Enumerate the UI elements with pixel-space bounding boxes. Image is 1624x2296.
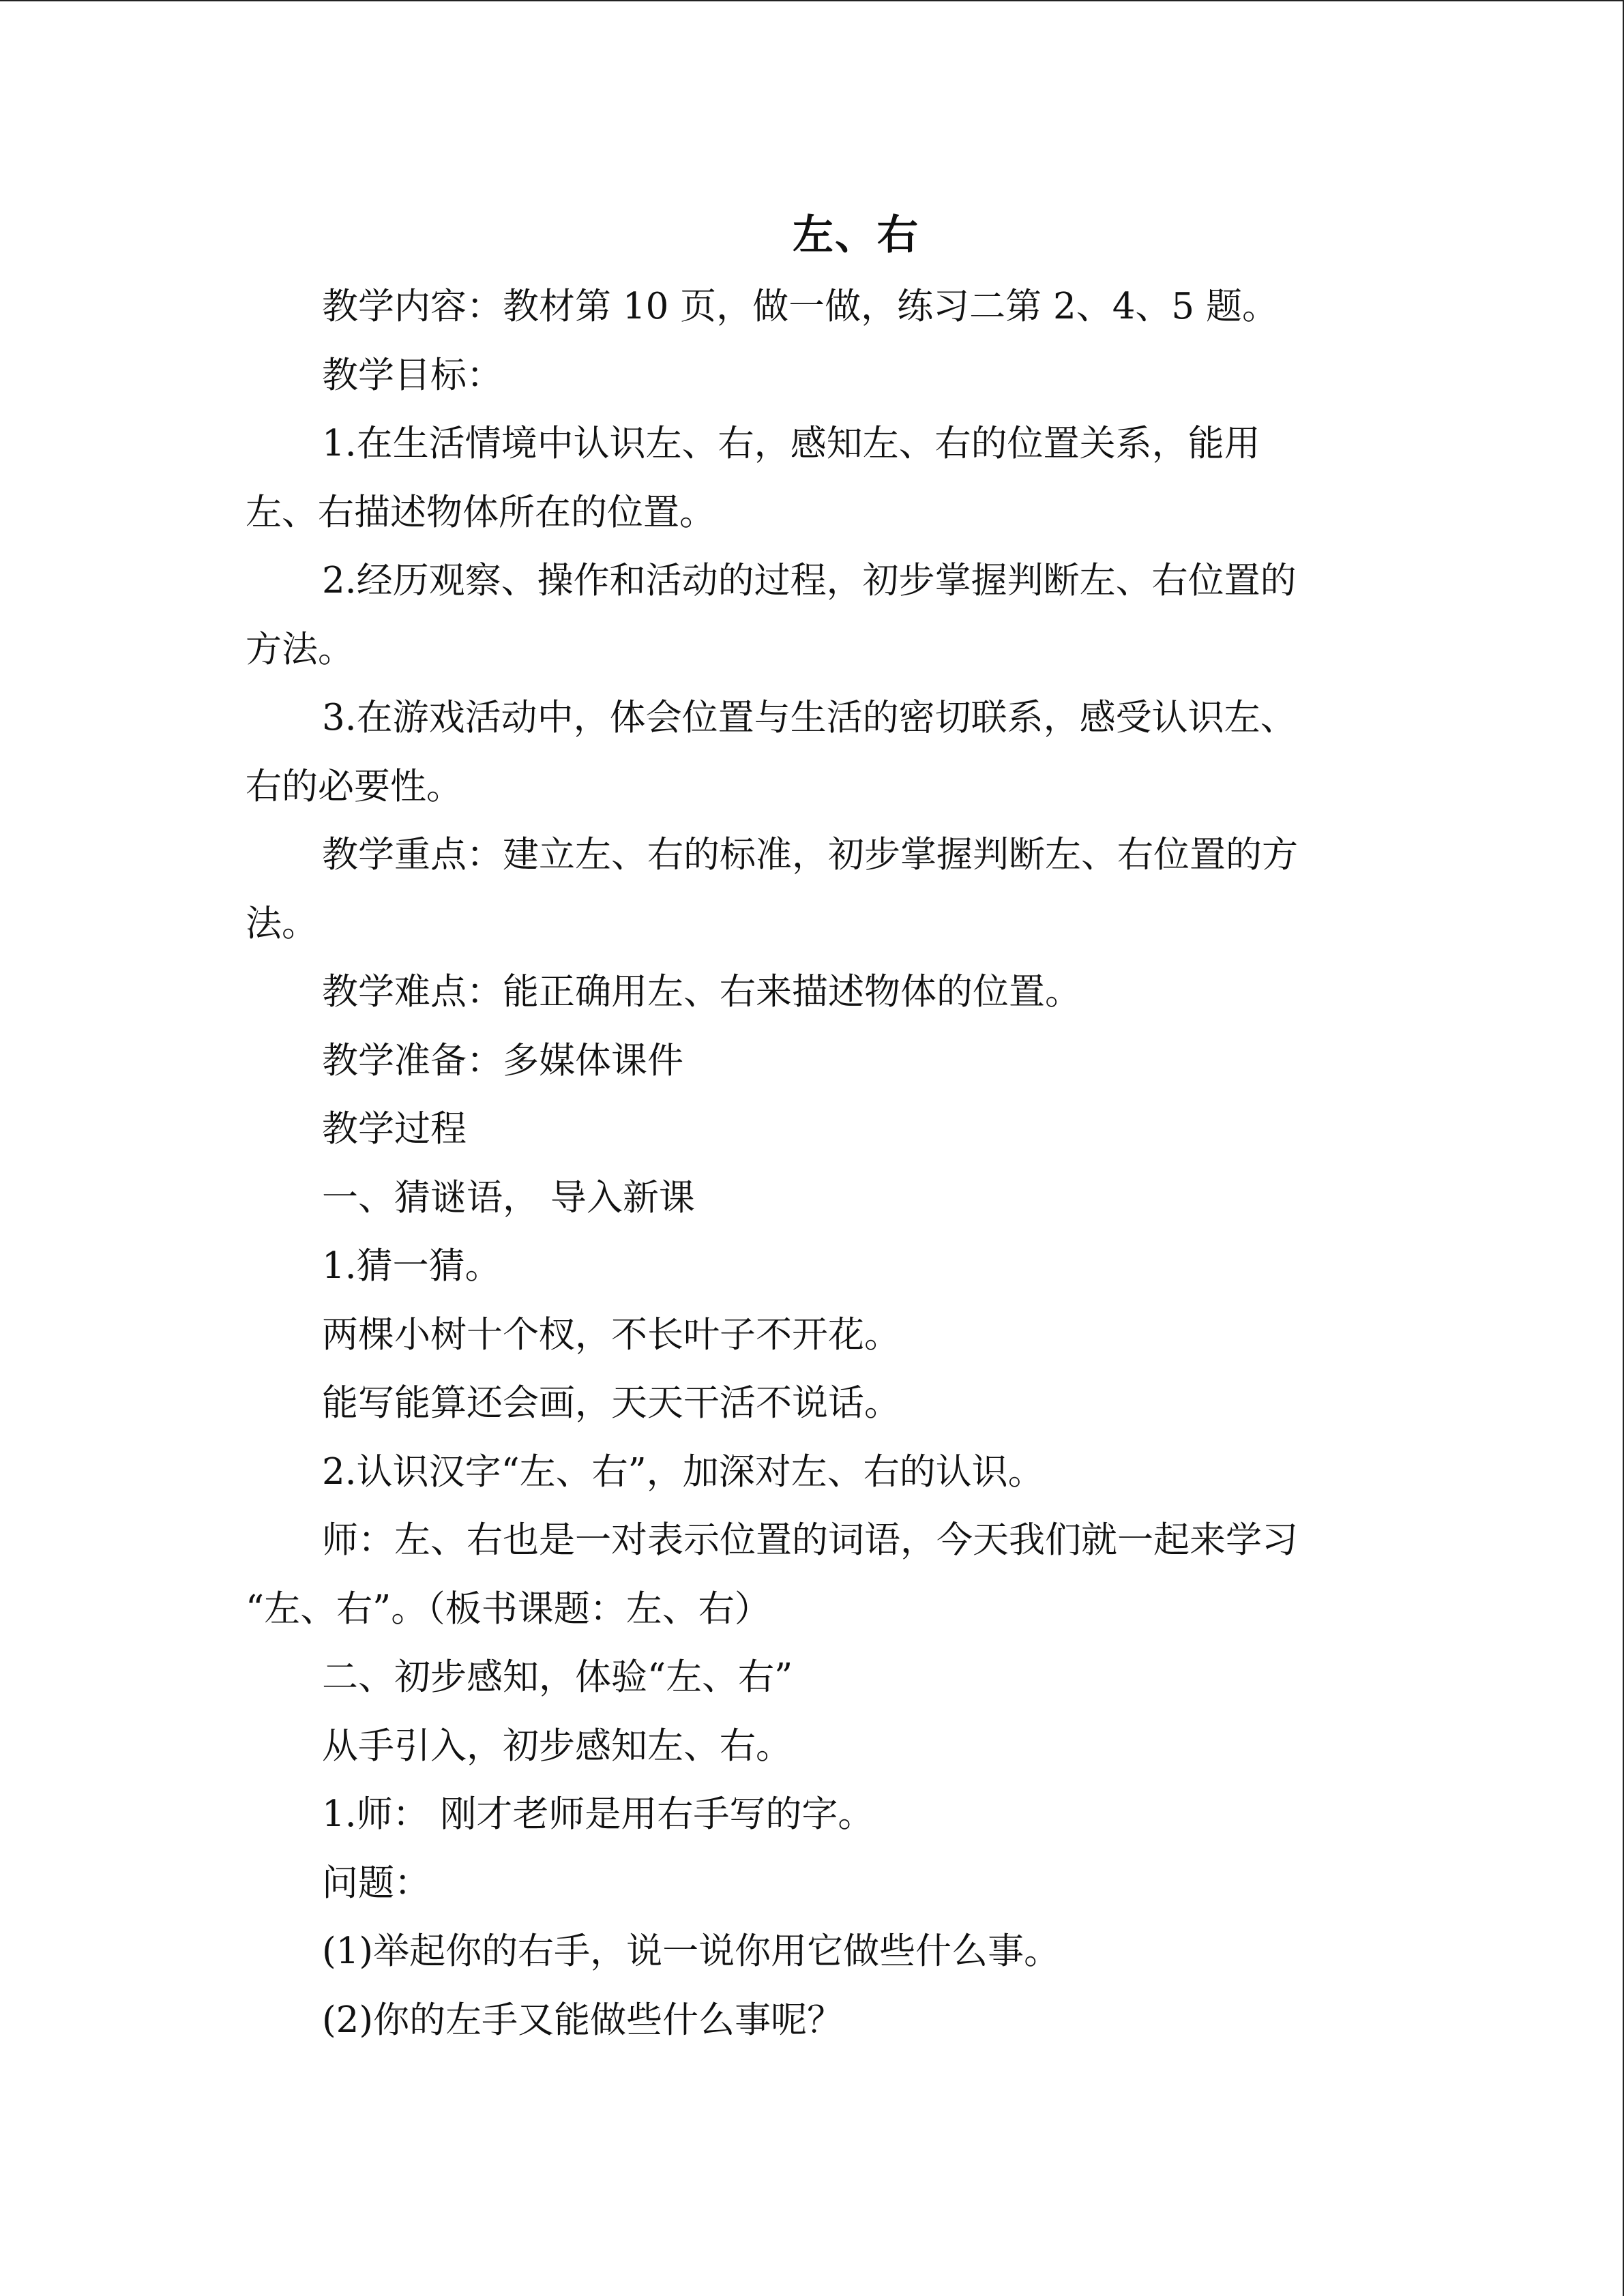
section-heading: 教学过程 xyxy=(322,1108,467,1150)
section-heading: 一、猜谜语， 导入新课 xyxy=(322,1176,695,1219)
text-line: 问题： xyxy=(322,1862,430,1904)
text-line: (1)举起你的右手，说一说你用它做些什么事。 xyxy=(322,1930,1061,1972)
text-line: 1.猜一猜。 xyxy=(322,1245,501,1287)
text-line: “左、右”。（板书课题：左、右） xyxy=(246,1587,771,1630)
text-line: 1.在生活情境中认识左、右，感知左、右的位置关系，能用 xyxy=(322,423,1260,464)
text-line: 教学目标： xyxy=(322,354,503,396)
text-line: 能写能算还会画，天天干活不说话。 xyxy=(322,1382,900,1424)
text-line: 师：左、右也是一对表示位置的词语，今天我们就一起来学习 xyxy=(322,1519,1298,1561)
document-body xyxy=(246,273,1364,2055)
text-line: 教学内容：教材第 10 页，做一做，练习二第 2、4、5 题。 xyxy=(322,286,1278,327)
text-line: 教学准备：多媒体课件 xyxy=(322,1039,683,1082)
text-line: 3.在游戏活动中，体会位置与生活的密切联系，感受认识左、 xyxy=(322,697,1297,739)
text-line: 右的必要性。 xyxy=(246,765,462,807)
text-line: 教学难点：能正确用左、右来描述物体的位置。 xyxy=(322,971,1081,1013)
text-line: 两棵小树十个杈，不长叶子不开花。 xyxy=(322,1313,900,1356)
text-line: 2.经历观察、操作和活动的过程，初步掌握判断左、右位置的 xyxy=(322,560,1297,601)
text-line: 教学重点：建立左、右的标准，初步掌握判断左、右位置的方 xyxy=(322,834,1298,876)
document-title: 左、右 xyxy=(793,211,919,259)
text-line: 法。 xyxy=(246,902,318,944)
text-line: 方法。 xyxy=(246,628,354,670)
text-line: 2.认识汉字“左、右”，加深对左、右的认识。 xyxy=(322,1450,1044,1493)
text-line: 1.师： 刚才老师是用右手写的字。 xyxy=(322,1793,874,1835)
text-line: 左、右描述物体所在的位置。 xyxy=(246,491,715,533)
section-heading: 二、初步感知，体验“左、右” xyxy=(322,1656,793,1698)
text-line: 从手引入，初步感知左、右。 xyxy=(322,1725,792,1767)
text-line: (2)你的左手又能做些什么事呢？ xyxy=(322,1999,844,2041)
